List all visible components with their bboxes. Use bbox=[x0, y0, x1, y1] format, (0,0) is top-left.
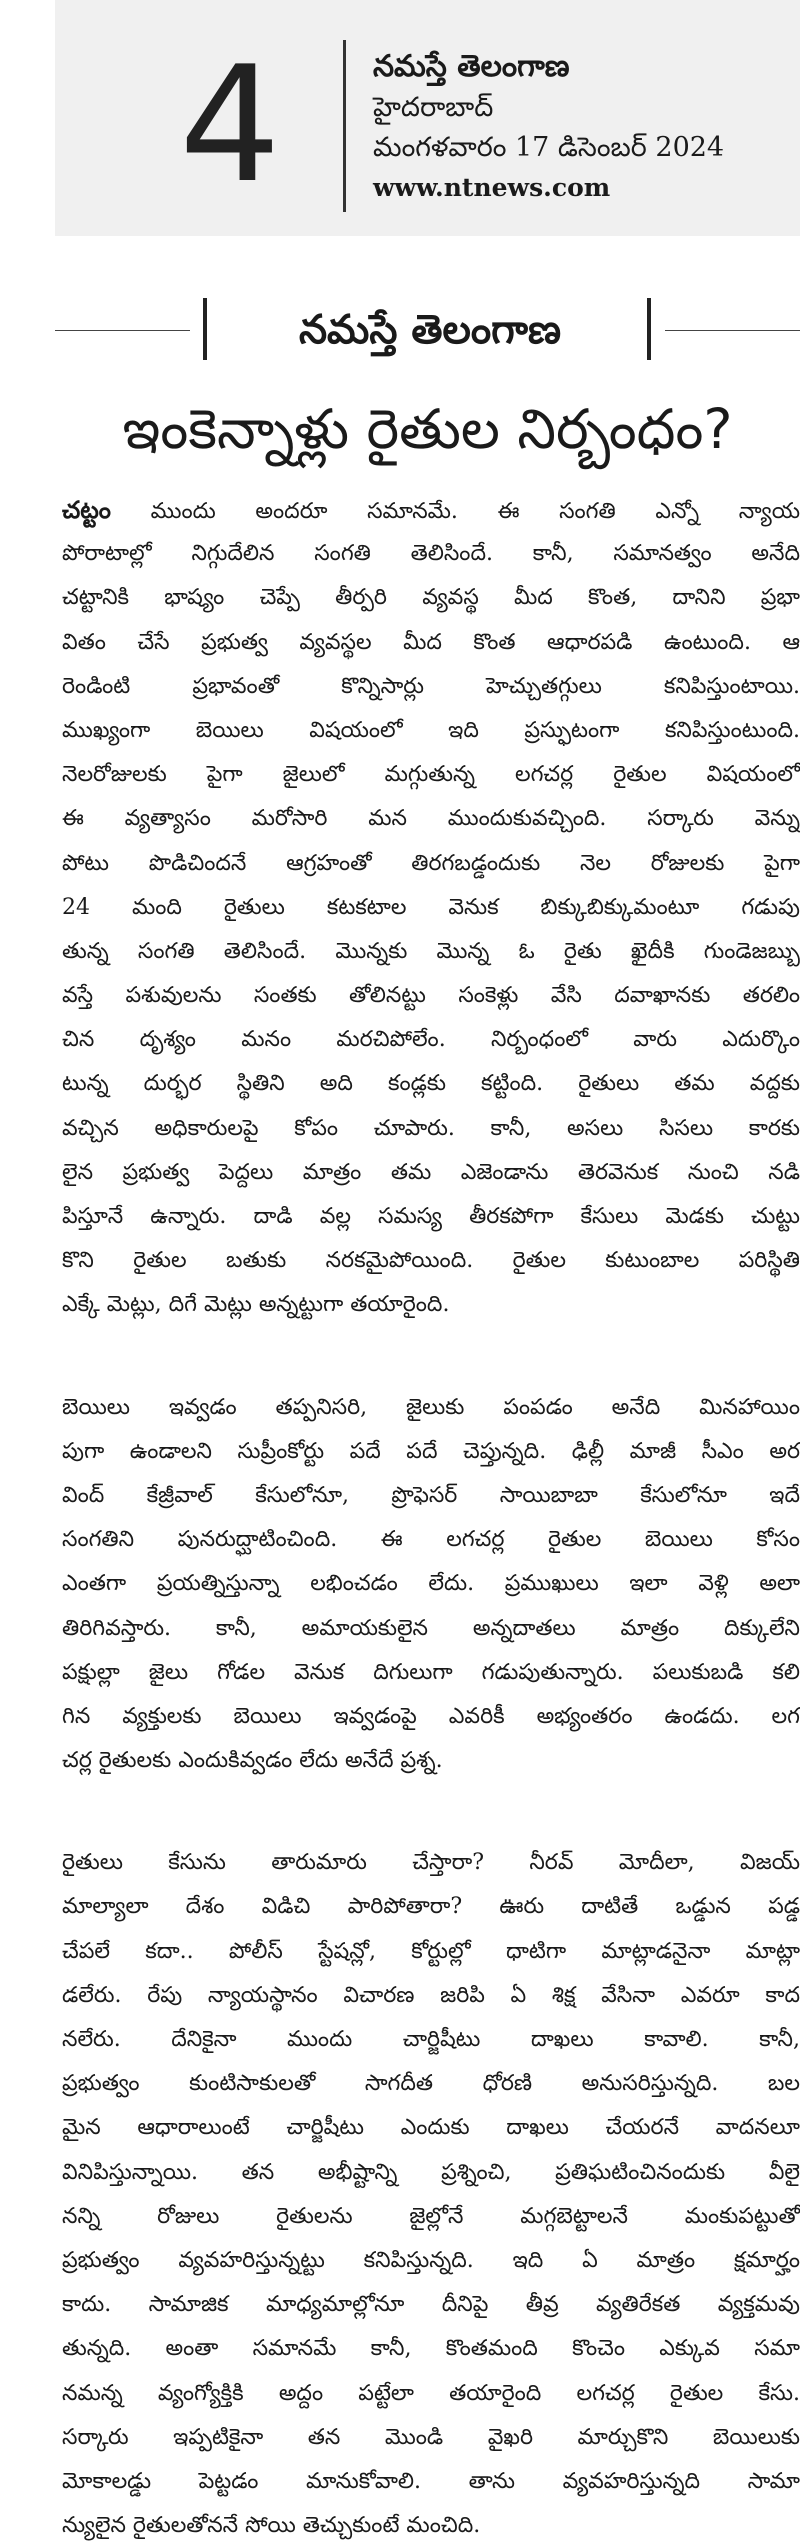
article-line: లైన ప్రభుత్వ పెద్దలు మాత్రం తమ ఎజెండాను తెరవెనుక నుంచి నడి bbox=[62, 1159, 800, 1185]
article-paragraph bbox=[62, 1841, 800, 2548]
article-line: చిన దృశ్యం మనం మరచిపోలేం. నిర్బంధంలో వారు ఎదుర్కొం bbox=[62, 1027, 800, 1053]
date: మంగళవారం 17 డిసెంబర్ 2024 bbox=[373, 132, 725, 163]
page-number: 4 bbox=[179, 31, 281, 218]
article-line: చట్టానికి భాష్యం చెప్పే తీర్పరి వ్యవస్థ మీద కొంత, దానిని ప్రభా bbox=[62, 585, 800, 611]
article-line: పోటు పొడిచిందనే ఆగ్రహంతో తిరగబడ్డందుకు నెల రోజులకు పైగా bbox=[62, 850, 800, 876]
article-line: వచ్చిన అధికారులపై కోపం చూపారు. కానీ, అసలు సిసలు కారకు bbox=[62, 1115, 800, 1141]
article-line: రెండింటి ప్రభావంతో కొన్నిసార్లు హెచ్చుతగ్గులు కనిపిస్తుంటాయి. bbox=[62, 673, 800, 699]
article-body bbox=[62, 488, 800, 2548]
masthead-divider bbox=[343, 40, 346, 212]
paper-name: నమస్తే తెలంగాణ bbox=[373, 49, 570, 84]
article-line: ప్రభుత్వం వ్యవహరిస్తున్నట్టు కనిపిస్తున్నది. ఇది ఏ మాత్రం క్షమార్హం bbox=[62, 2247, 800, 2273]
article-line: ఎక్కే మెట్లు, దిగే మెట్లు అన్నట్టుగా తయారైంది. bbox=[62, 1292, 450, 1318]
section-rule-right bbox=[665, 330, 800, 331]
article-line: తున్న సంగతి తెలిసిందే. మొన్నకు మొన్న ఓ రైతు ఖైదీకి గుండెజబ్బు bbox=[62, 938, 800, 964]
headline: ఇంకెన్నాళ్లు రైతుల నిర్బంధం? bbox=[122, 397, 733, 461]
section-bar-left bbox=[203, 298, 207, 360]
article-line: ప్రభుత్వం కుంటిసాకులతో సాగదీత ధోరణి అనుసరిస్తున్నది. బల bbox=[62, 2071, 800, 2097]
article-line: టున్న దుర్భర స్థితిని అది కండ్లకు కట్టింది. రైతులు తమ వద్దకు bbox=[62, 1071, 800, 1097]
article-line: రైతులు కేసును తారుమారు చేస్తారా? నీరవ్ మోదీలా, విజయ్ bbox=[62, 1850, 800, 1876]
paragraph-gap bbox=[62, 1328, 800, 1386]
article-line: సర్కారు ఇప్పటికైనా తన మొండి వైఖరి మార్చుకొని బెయిలుకు bbox=[62, 2424, 800, 2450]
article-line: మైన ఆధారాలుంటే చార్జిషీటు ఎందుకు దాఖలు చేయరనే వాదనలూ bbox=[62, 2115, 800, 2141]
article-line: కాదు. సామాజిక మాధ్యమాల్లోనూ దీనిపై తీవ్ర వ్యతిరేకత వ్యక్తమవు bbox=[62, 2292, 800, 2318]
article-paragraph bbox=[62, 488, 800, 1328]
article-line: గిన వ్యక్తులకు బెయిలు ఇవ్వడంపై ఎవరికీ అభ్యంతరం ఉండదు. లగ bbox=[62, 1703, 800, 1729]
article-line: ఈ వ్యత్యాసం మరోసారి మన ముందుకువచ్చింది. సర్కారు వెన్ను bbox=[62, 806, 800, 832]
article-line: నమన్న వ్యంగ్యోక్తికి అద్దం పట్టేలా తయారైంది లగచర్ల రైతుల కేసు. bbox=[62, 2380, 800, 2406]
paragraph-gap bbox=[62, 1783, 800, 1841]
masthead-info bbox=[373, 46, 800, 208]
article-line: సంగతిని పునరుద్ఘాటించింది. ఈ లగచర్ల రైతుల బెయిలు కోసం bbox=[62, 1527, 800, 1553]
article-line: వినిపిస్తున్నాయి. తన అభీష్టాన్ని ప్రశ్నించి, ప్రతిఘటించినందుకు వీలై bbox=[62, 2159, 800, 2185]
article-line: పుగా ఉండాలని సుప్రీంకోర్టు పదే పదే చెప్తున్నది. ఢిల్లీ మాజీ సీఎం అర bbox=[62, 1438, 800, 1464]
article-line: మాల్యాలా దేశం విడిచి పారిపోతారా? ఊరు దాటితే ఒడ్డున పడ్డ bbox=[62, 1894, 800, 1920]
article-line: నెలరోజులకు పైగా జైలులో మగ్గుతున్న లగచర్ల రైతుల విషయంలో bbox=[62, 762, 800, 788]
website: www.ntnews.com bbox=[373, 173, 611, 202]
article-line: కొని రైతుల బతుకు నరకమైపోయింది. రైతుల కుటుంబాల పరిస్థితి bbox=[62, 1248, 800, 1274]
article-line: వితం చేసే ప్రభుత్వ వ్యవస్థల మీద కొంత ఆధారపడి ఉంటుంది. ఆ bbox=[62, 629, 800, 655]
article-line: పిస్తూనే ఉన్నారు. దాడి వల్ల సమస్య తీరకపోగా కేసులు మెడకు చుట్టు bbox=[62, 1204, 800, 1229]
section-rule-left bbox=[55, 330, 190, 331]
article-line: చట్టం ముందు అందరూ సమానమే. ఈ సంగతి ఎన్నో న్యాయ bbox=[62, 495, 800, 524]
article-line: మోకాలడ్డు పెట్టడం మానుకోవాలి. తాను వ్యవహరిస్తున్నది సామా bbox=[62, 2468, 800, 2494]
article-line: పోరాటాల్లో నిగ్గుదేలిన సంగతి తెలిసిందే. కానీ, సమానత్వం అనేది bbox=[62, 541, 800, 567]
article-paragraph bbox=[62, 1386, 800, 1784]
article-line: న్యులైన రైతులతోననే సోయి తెచ్చుకుంటే మంచిది. bbox=[62, 2513, 481, 2539]
article-line: వింద్ కేజ్రీవాల్ కేసులోనూ, ప్రొఫెసర్ సాయిబాబా కేసులోనూ ఇదే bbox=[62, 1482, 800, 1508]
article-line: నన్ని రోజులు రైతులను జైల్లోనే మగ్గబెట్టాలనే మంకుపట్టుతో bbox=[62, 2203, 800, 2229]
article-line: నలేరు. దేనికైనా ముందు చార్జిషీటు దాఖలు కావాలి. కానీ, bbox=[62, 2027, 800, 2052]
article-line: తున్నది. అంతా సమానమే కానీ, కొంతమంది కొంచెం ఎక్కువ సమా bbox=[62, 2336, 800, 2362]
article-line: పక్షుల్లా జైలు గోడల వెనుక దిగులుగా గడుపుతున్నారు. పలుకుబడి కలి bbox=[62, 1659, 800, 1685]
section-bar-right bbox=[647, 298, 651, 360]
article-line: డలేరు. రేపు న్యాయస్థానం విచారణ జరిపి ఏ శిక్ష వేసినా ఎవరూ కాద bbox=[62, 1982, 800, 2008]
article-line: చేపలే కదా.. పోలీస్ స్టేషన్లో, కోర్టుల్లో ధాటిగా మాట్లాడనైనా మాట్లా bbox=[62, 1938, 800, 1964]
article-line: చర్ల రైతులకు ఎందుకివ్వడం లేదు అనేదే ప్రశ్న. bbox=[62, 1748, 443, 1774]
lead-word: చట్టం bbox=[62, 495, 111, 524]
city: హైదరాబాద్ bbox=[373, 92, 494, 123]
masthead bbox=[55, 0, 800, 236]
article-line: 24 మంది రైతులు కటకటాల వెనుక బిక్కుబిక్కుమంటూ గడుపు bbox=[62, 894, 800, 920]
article-line: బెయిలు ఇవ్వడం తప్పనిసరి, జైలుకు పంపడం అనేది మినహాయిం bbox=[62, 1394, 800, 1420]
article-line: ముఖ్యంగా బెయిలు విషయంలో ఇది ప్రస్ఫుటంగా కనిపిస్తుంటుంది. bbox=[62, 717, 800, 743]
article-line: ఎంతగా ప్రయత్నిస్తున్నా లభించడం లేదు. ప్రముఖులు ఇలా వెళ్లి అలా bbox=[62, 1571, 800, 1597]
section-header bbox=[55, 296, 800, 366]
section-title: నమస్తే తెలంగాణ bbox=[298, 307, 562, 353]
article-line: వస్తే పశువులను సంతకు తోలినట్టు సంకెళ్లు వేసి దవాఖానకు తరలిం bbox=[62, 983, 800, 1009]
article-line: తిరిగివస్తారు. కానీ, అమాయకులైన అన్నదాతలు మాత్రం దిక్కులేని bbox=[62, 1615, 800, 1641]
